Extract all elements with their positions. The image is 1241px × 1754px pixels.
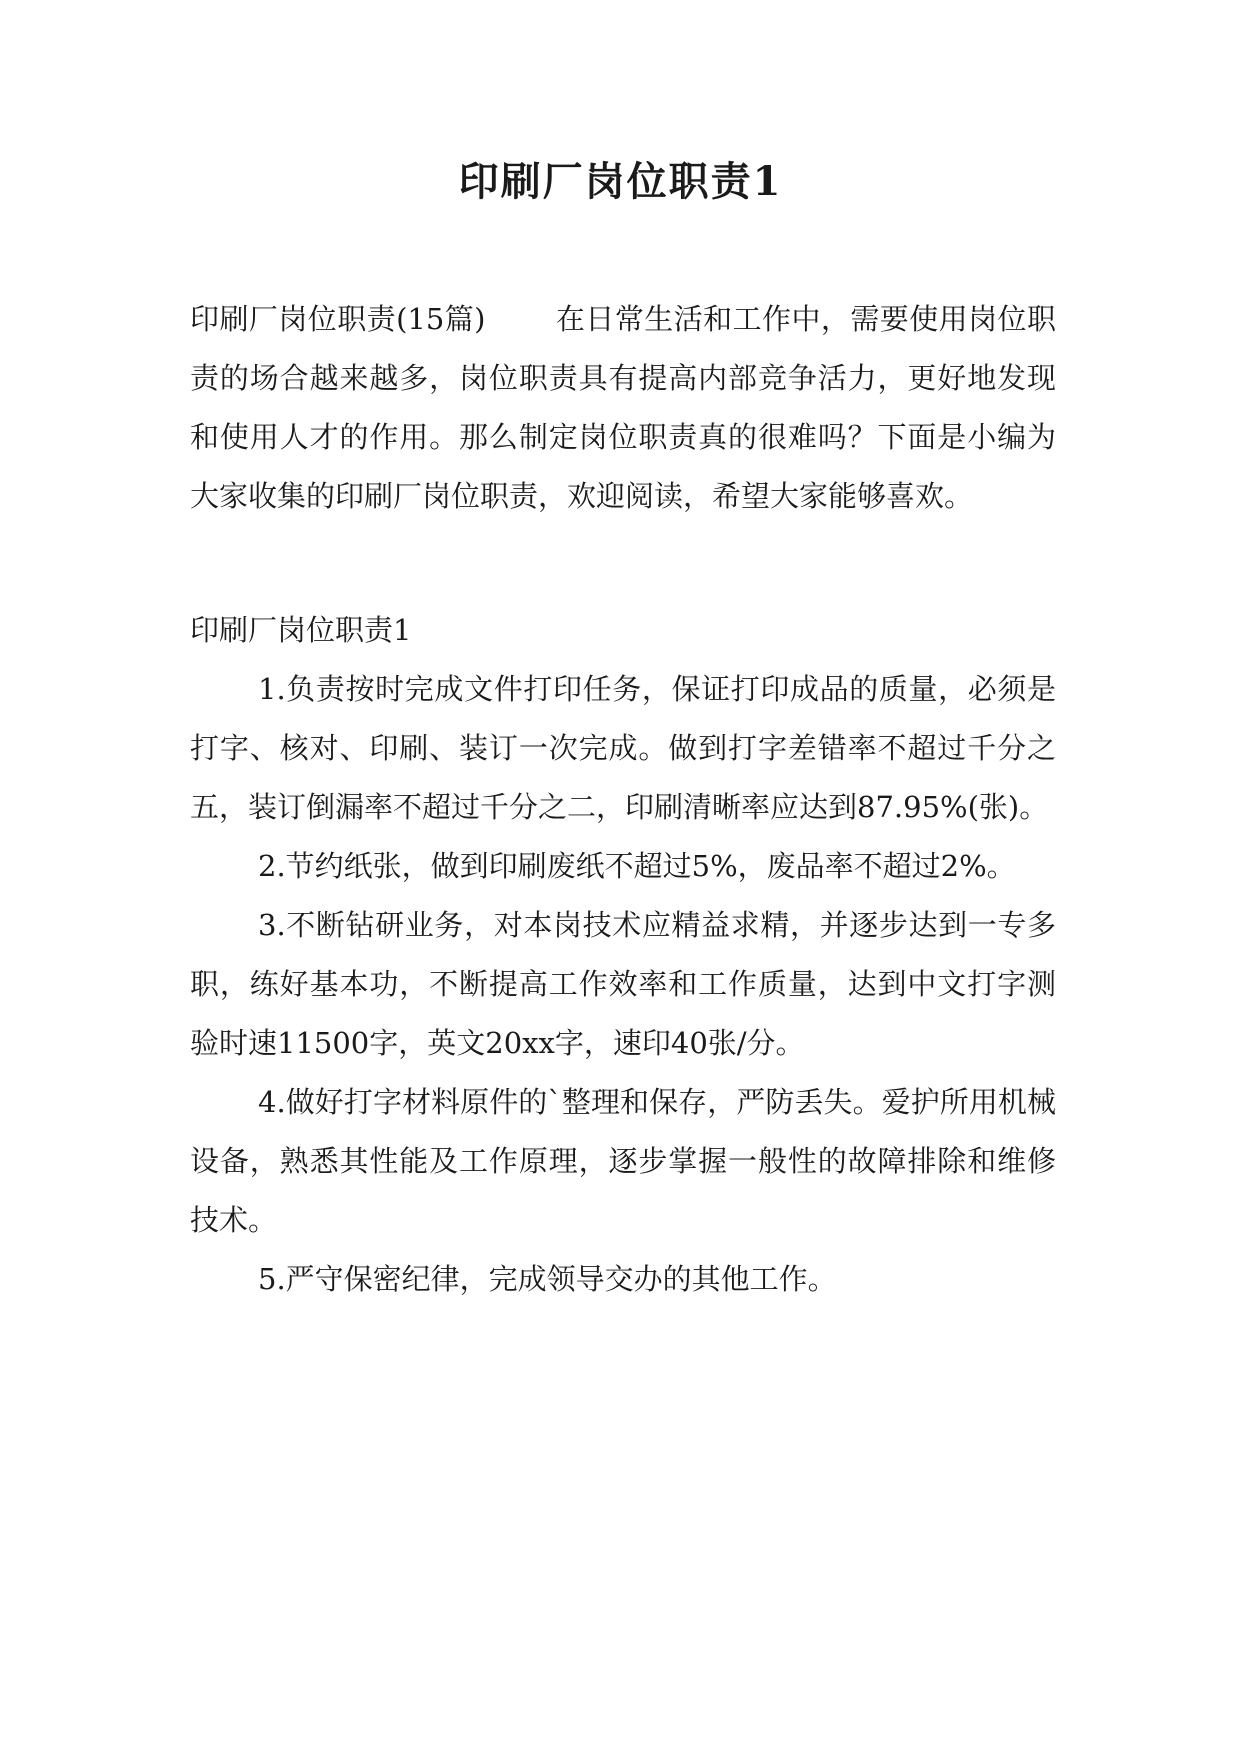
duty-item-2: 2.节约纸张，做到印刷废纸不超过5%，废品率不超过2%。 [258,849,1016,883]
duty-item-4: 4.做好打字材料原件的`整理和保存，严防丢失。爱护所用机械设备，熟悉其性能及工作原理，逐步掌握一般性的故障排除和维修技术。 [190,1085,1056,1237]
duty-item-3: 3.不断钻研业务，对本岗技术应精益求精，并逐步达到一专多职，练好基本功，不断提高工作效率和工作质量，达到中文打字测验时速11500字，英文20xx字，速印40张/分。 [190,908,1056,1060]
intro-text: 在日常生活和工作中，需要使用岗位职责的场合越来越多，岗位职责具有提高内部竞争活力，更好地发现和使用人才的作用。那么制定岗位职责真的很难吗？下面是小编为大家收集的印刷厂岗位职责，欢迎阅读，希望大家能够喜欢。 [190,302,1056,513]
section-title: 印刷厂岗位职责1 [190,613,412,647]
intro-lead: 印刷厂岗位职责(15篇) [190,302,486,336]
page-title: 印刷厂岗位职责1 [458,158,783,205]
document-body [190,290,1056,1309]
intro-paragraph [190,290,1056,526]
duty-item-1: 1.负责按时完成文件打印任务，保证打印成品的质量，必须是打字、核对、印刷、装订一次完成。做到打字差错率不超过千分之五，装订倒漏率不超过千分之二，印刷清晰率应达到87.95%(张)。 [190,672,1056,824]
duty-item-5: 5.严守保密纪律，完成领导交办的其他工作。 [258,1262,837,1296]
